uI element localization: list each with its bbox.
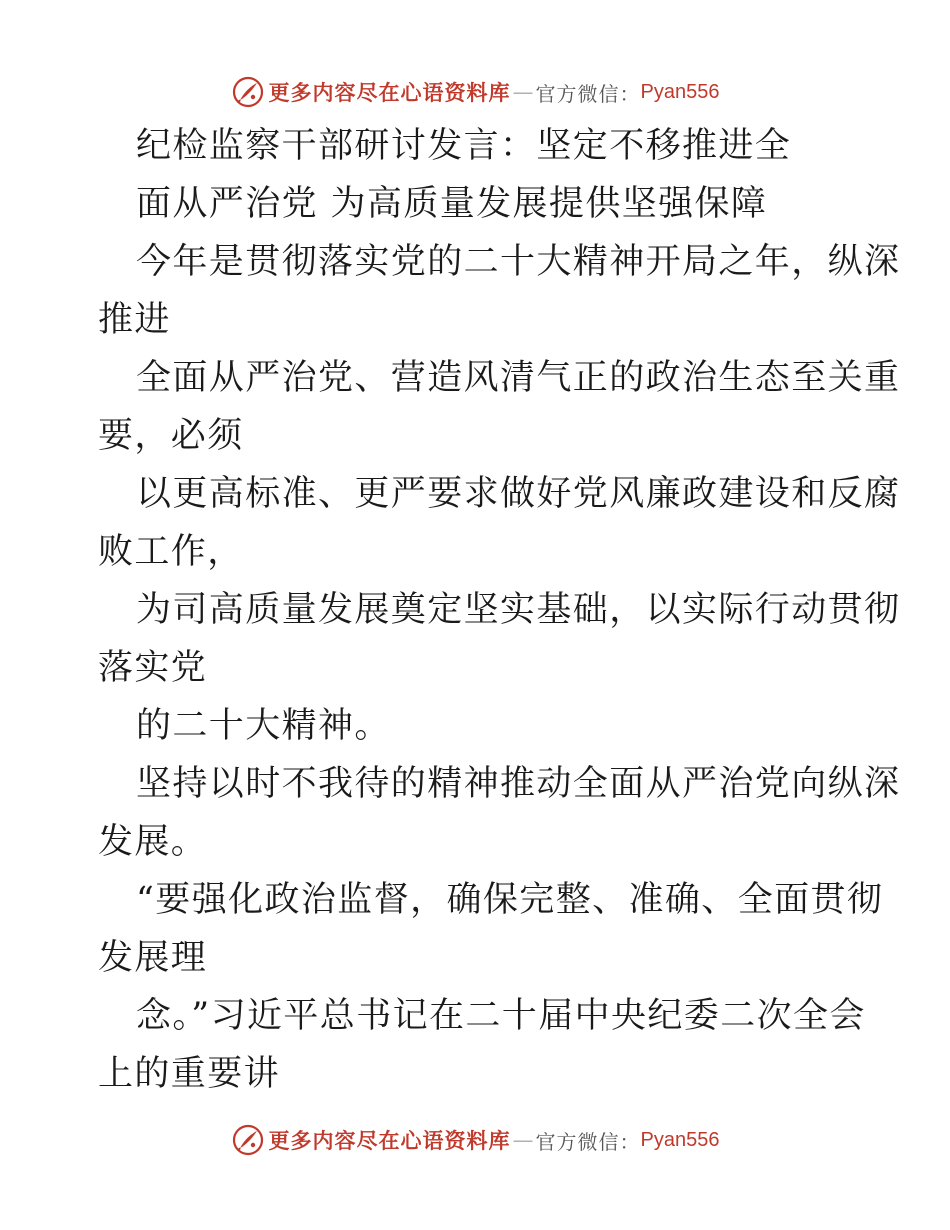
body-line: 推进 xyxy=(98,300,171,340)
body-line: 今年是贯彻落实党的二十大精神开局之年，纵深 xyxy=(136,242,901,282)
body-line: 念。”习近平总书记在二十届中央纪委二次全会 xyxy=(136,996,866,1036)
wechat-label: 官方微信： xyxy=(535,81,641,106)
body-line: “要强化政治监督，确保完整、准确、全面贯彻 xyxy=(136,880,884,920)
body-line: 为司高质量发展奠定坚实基础，以实际行动贯彻 xyxy=(136,590,901,630)
quill-logo-icon xyxy=(231,75,265,109)
quill-logo-icon xyxy=(231,1123,265,1157)
header-watermark xyxy=(0,72,950,112)
body-line: 落实党 xyxy=(98,648,208,688)
body-line: 要，必须 xyxy=(98,416,244,456)
watermark-text: 更多内容尽在心语资料库 xyxy=(268,1129,511,1153)
body-line: 发展理 xyxy=(98,938,208,978)
body-line: 败工作， xyxy=(98,532,244,572)
wechat-id: Pyan556 xyxy=(640,80,720,103)
title-line-1: 纪检监察干部研讨发言：坚定不移推进全 xyxy=(136,126,792,166)
body-line: 全面从严治党、营造风清气正的政治生态至关重 xyxy=(136,358,901,398)
watermark-dash: — xyxy=(512,80,534,104)
body-line: 坚持以时不我待的精神推动全面从严治党向纵深 xyxy=(136,764,901,804)
body-line: 上的重要讲 xyxy=(98,1054,281,1094)
watermark-text: 更多内容尽在心语资料库 xyxy=(268,81,511,105)
wechat-id: Pyan556 xyxy=(640,1128,720,1151)
wechat-label: 官方微信： xyxy=(535,1129,641,1154)
watermark-dash: — xyxy=(512,1128,534,1152)
body-line: 以更高标准、更严要求做好党风廉政建设和反腐 xyxy=(136,474,901,514)
title-line-2: 面从严治党 为高质量发展提供坚强保障 xyxy=(136,184,768,224)
footer-watermark xyxy=(0,1120,950,1160)
body-line: 发展。 xyxy=(98,822,208,862)
body-line: 的二十大精神。 xyxy=(136,706,391,746)
